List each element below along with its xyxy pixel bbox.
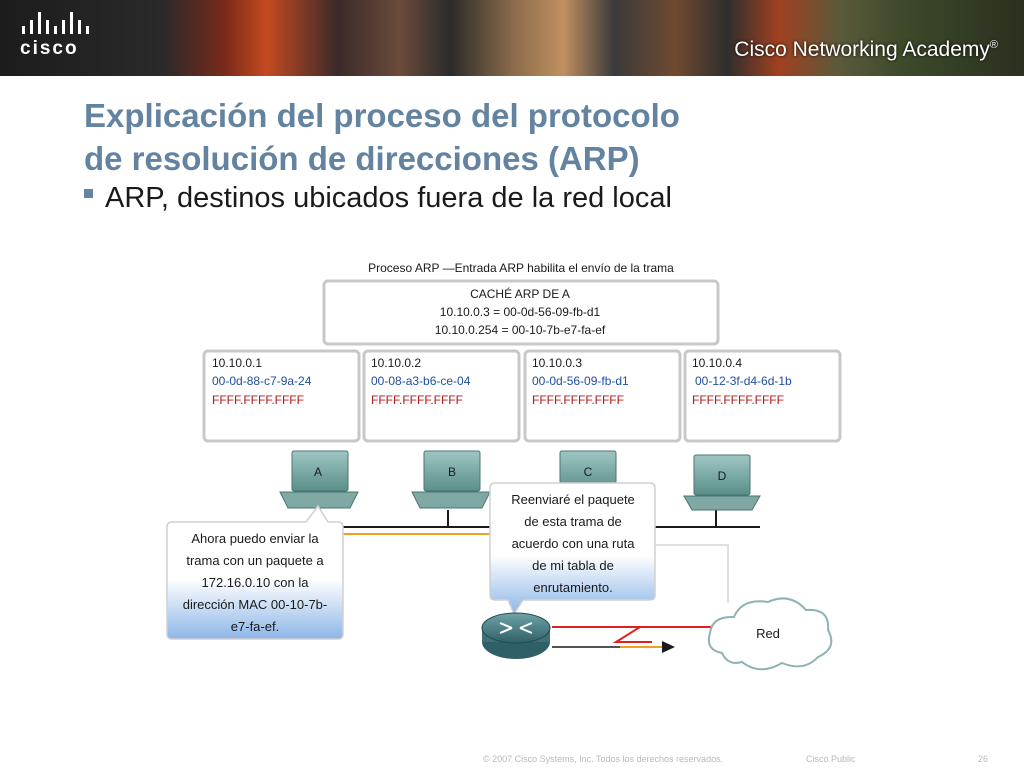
host-table-c xyxy=(525,351,680,441)
computer-b-base xyxy=(412,492,490,508)
callout-router xyxy=(490,483,655,614)
cloud-label: Red xyxy=(756,626,780,641)
host-a-ip: 10.10.0.1 xyxy=(212,356,263,370)
wan-link xyxy=(552,627,728,653)
callout-host-a-line-5: e7-fa-ef. xyxy=(230,619,280,634)
diagram-caption: Proceso ARP —Entrada ARP habilita el envío de la trama xyxy=(368,261,674,275)
bullet-text: ARP, destinos ubicados fuera de la red local xyxy=(105,182,672,214)
computer-a xyxy=(280,451,358,508)
footer-copyright: © 2007 Cisco Systems, Inc. Todos los derechos reservados. xyxy=(483,754,724,764)
cloud-network xyxy=(709,598,831,669)
footer-classification: Cisco Public xyxy=(806,754,856,764)
callout-router-line-2: de esta trama de xyxy=(524,514,622,529)
computer-b xyxy=(412,451,490,508)
host-d-mac: 00-12-3f-d4-6d-1b xyxy=(695,374,792,388)
host-b-broadcast: FFFF.FFFF.FFFF xyxy=(371,393,463,407)
host-table-a xyxy=(204,351,359,441)
academy-brand-text: Cisco Networking Academy xyxy=(734,38,990,61)
callout-host-a-line-3: 172.16.0.10 con la xyxy=(201,575,309,590)
computer-a-base xyxy=(280,492,358,508)
router-icon xyxy=(482,613,550,659)
title-line-1: Explicación del proceso del protocolo xyxy=(84,97,680,134)
cisco-logo-text: cisco xyxy=(20,38,79,59)
computer-b-label: B xyxy=(447,465,457,479)
host-d-broadcast: FFFF.FFFF.FFFF xyxy=(692,393,784,407)
host-table-d xyxy=(685,351,840,441)
computer-d-label: D xyxy=(717,469,727,483)
right-arrow-icon xyxy=(662,641,675,653)
wan-zigzag-icon xyxy=(608,627,652,642)
trademark-symbol: ® xyxy=(989,39,998,51)
computer-d xyxy=(684,455,760,510)
host-a-mac: 00-0d-88-c7-9a-24 xyxy=(212,374,312,388)
callout-router-line-4: de mi tabla de xyxy=(532,558,614,573)
arp-cache-entry-2: 10.10.0.254 = 00-10-7b-e7-fa-ef xyxy=(434,323,606,337)
host-table-b xyxy=(364,351,519,441)
host-d-ip: 10.10.0.4 xyxy=(692,356,743,370)
callout-host-a-line-2: trama con un paquete a xyxy=(186,553,324,568)
callout-host-a-line-4: dirección MAC 00-10-7b- xyxy=(182,597,328,612)
callout-router-line-5: enrutamiento. xyxy=(533,580,613,595)
callout-router-line-1: Reenviaré el paquete xyxy=(511,492,635,507)
host-c-broadcast: FFFF.FFFF.FFFF xyxy=(532,393,624,407)
arp-cache-title: CACHÉ ARP DE A xyxy=(470,287,570,301)
router-icon-top xyxy=(482,613,550,643)
return-path-line xyxy=(650,545,728,603)
host-c-ip: 10.10.0.3 xyxy=(532,356,583,370)
callout-router-line-3: acuerdo con una ruta xyxy=(511,536,635,551)
callout-host-a xyxy=(167,506,343,639)
computer-d-base xyxy=(684,496,760,510)
computer-c-label: C xyxy=(583,465,593,479)
host-c-mac: 00-0d-56-09-fb-d1 xyxy=(532,374,629,388)
callout-host-a-line-1: Ahora puedo enviar la xyxy=(191,531,319,546)
title-line-2: de resolución de direcciones (ARP) xyxy=(84,140,640,177)
host-a-broadcast: FFFF.FFFF.FFFF xyxy=(212,393,304,407)
footer-page-number: 26 xyxy=(978,754,989,764)
host-b-ip: 10.10.0.2 xyxy=(371,356,422,370)
host-b-mac: 00-08-a3-b6-ce-04 xyxy=(371,374,471,388)
computer-a-label: A xyxy=(313,465,323,479)
arp-cache-entry-1: 10.10.0.3 = 00-0d-56-09-fb-d1 xyxy=(439,305,601,319)
